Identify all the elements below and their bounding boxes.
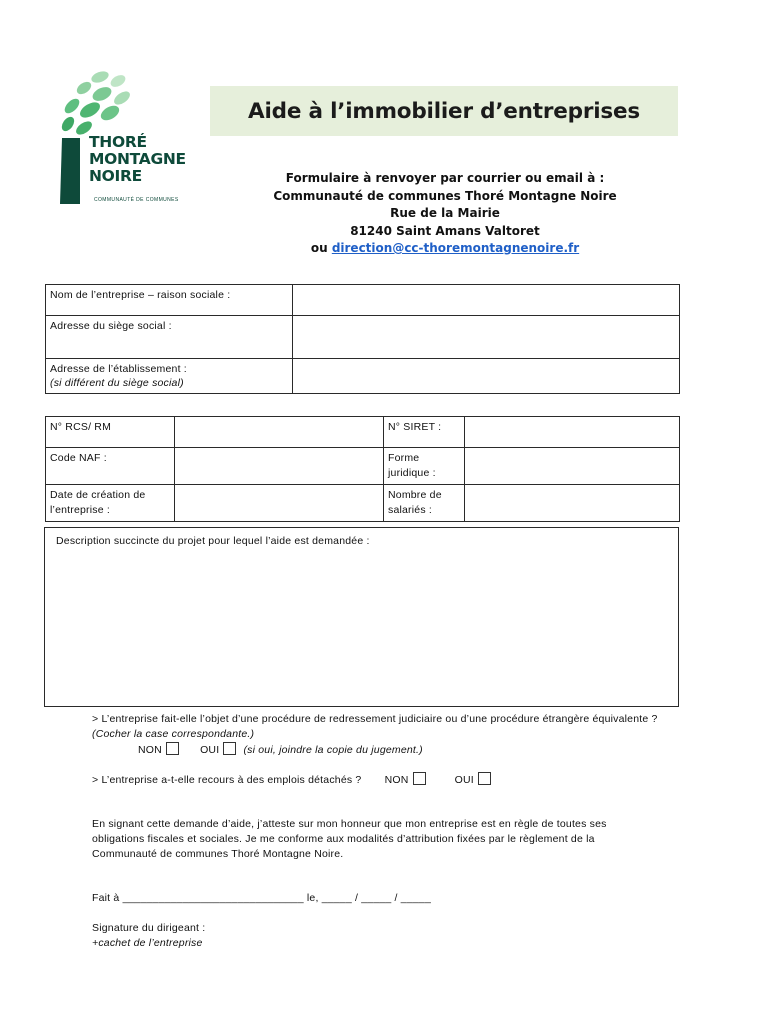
address-line-3: Rue de la Mairie [390, 206, 500, 220]
logo-subtitle: COMMUNAUTÉ DE COMMUNES [94, 197, 179, 203]
address-email-line [230, 240, 660, 258]
question-1 [92, 712, 667, 742]
logo-word-2: MONTAGNE [89, 150, 186, 168]
label-naf: Code NAF : [46, 448, 175, 485]
question-1-note: (Cocher la case correspondante.) [92, 728, 255, 740]
q1-oui-label: OUI [200, 744, 220, 756]
address-line-2: Communauté de communes Thoré Montagne Noire [273, 188, 617, 203]
label-establishment [46, 359, 293, 394]
label-employees: Nombre de salariés : [384, 485, 465, 522]
address-line-1: Formulaire à renvoyer par courrier ou email à : [285, 171, 605, 185]
input-company-name[interactable] [293, 285, 680, 316]
q1-oui-note: (si oui, joindre la copie du jugement.) [243, 744, 423, 756]
input-siret[interactable] [465, 417, 680, 448]
q1-oui-checkbox[interactable] [223, 742, 236, 755]
q1-non-checkbox[interactable] [166, 742, 179, 755]
description-textarea[interactable] [44, 527, 679, 707]
label-establishment-text: Adresse de l’établissement : [50, 363, 187, 375]
question-2-text: > L’entreprise a-t-elle recours à des emplois détachés ? [92, 774, 362, 786]
input-naf[interactable] [175, 448, 384, 485]
label-head-office: Adresse du siège social : [46, 316, 293, 359]
cachet-label: +cachet de l’entreprise [92, 937, 203, 949]
input-employees[interactable] [465, 485, 680, 522]
q2-non-checkbox[interactable] [413, 772, 426, 785]
input-establishment[interactable] [293, 359, 680, 394]
q2-oui-label: OUI [454, 774, 474, 786]
signature-label: Signature du dirigeant : [92, 922, 206, 934]
label-company-name: Nom de l’entreprise – raison sociale : [46, 285, 293, 316]
q1-non-label: NON [138, 744, 162, 756]
address-block [230, 170, 660, 258]
attestation-text: En signant cette demande d’aide, j’atteste sur mon honneur que mon entreprise est en règle de toutes ses obligations fiscales et sociales. Je me conforme aux modalités d’attribution fixées par le règlement de la Communauté de communes Thoré Montagne Noire. [92, 818, 607, 860]
email-link[interactable]: direction@cc-thoremontagnenoire.fr [331, 241, 580, 255]
page-title: Aide à l’immobilier d’entreprises [248, 98, 640, 124]
q2-oui-checkbox[interactable] [478, 772, 491, 785]
email-prefix: ou [310, 241, 328, 255]
label-siret: N° SIRET : [384, 417, 465, 448]
address-line-4: 81240 Saint Amans Valtoret [350, 223, 540, 238]
q2-non-label: NON [384, 774, 409, 786]
input-head-office[interactable] [293, 316, 680, 359]
company-registration-table [45, 416, 680, 522]
input-forme[interactable] [465, 448, 680, 485]
description-label: Description succincte du projet pour lequel l’aide est demandée : [56, 535, 370, 547]
input-creation-date[interactable] [175, 485, 384, 522]
label-establishment-note: (si différent du siège social) [50, 377, 184, 389]
fait-a-line: Fait à ______________________________ le, _____ / _____ / _____ [92, 892, 431, 904]
question-1-options [138, 742, 423, 758]
logo-word-1: THORÉ [89, 133, 147, 151]
company-identity-table [45, 284, 680, 394]
title-banner [210, 86, 678, 136]
label-creation-date: Date de création de l’entreprise : [46, 485, 175, 522]
input-rcs[interactable] [175, 417, 384, 448]
label-rcs: N° RCS/ RM [46, 417, 175, 448]
question-2 [92, 772, 495, 788]
logo-word-3: NOIRE [89, 167, 142, 185]
question-1-text: > L’entreprise fait-elle l’objet d’une procédure de redressement judiciaire ou d’une procédure étrangère équivalente ? [92, 713, 658, 725]
logo [56, 66, 206, 208]
label-forme: Forme juridique : [384, 448, 465, 485]
